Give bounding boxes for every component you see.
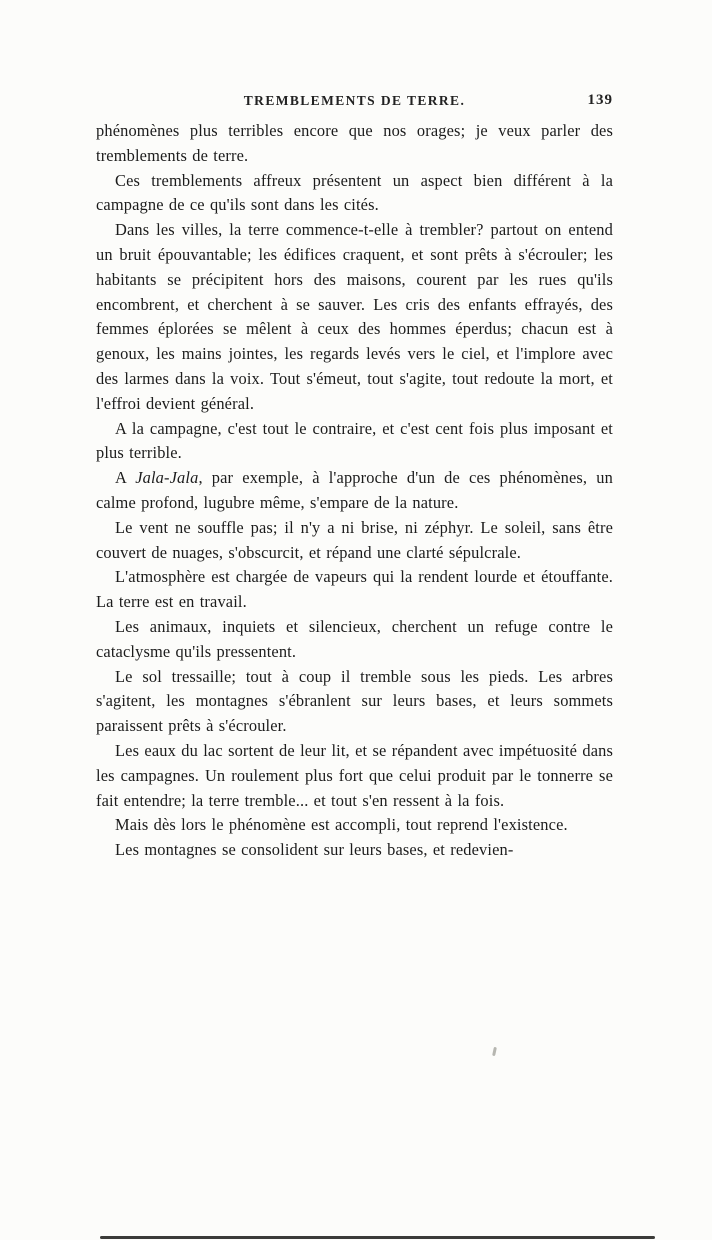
running-header-title: TREMBLEMENTS DE TERRE. [243,93,466,108]
paragraph-text: A [115,468,136,488]
place-name-italic: Jala-Jala [135,468,199,488]
paragraph: Les animaux, inquiets et silencieux, cherchent un refuge contre le cataclysme qu'ils pressentent. [96,616,613,661]
page-number: 139 [587,92,613,108]
paragraph: Les montagnes se consolident sur leurs bases, et redevien- [115,840,514,860]
paragraph: Dans les villes, la terre commence-t-elle à trembler? partout on entend un bruit épouvantable; les édifices craquent, et sont prêts à s'écrouler; les habitants se précipitent hors des maisons, courent par les rues qu'ils encombrent, et cherchent à se sauver. Les cris des enfants effrayés, des femmes éplorées se mêlent à ceux des hommes éperdus; chacun est à genoux, les mains jointes, les regards levés vers le ciel, et l'implore avec des larmes dans la voix. Tout s'émeut, tout s'agite, tout redoute la mort, et l'effroi devient général. [96,220,613,413]
paragraph: Le sol tressaille; tout à coup il tremble sous les pieds. Les arbres s'agitent, les montagnes s'ébranlent sur leurs bases, et leurs sommets paraissent prêts à s'écrouler. [96,666,613,736]
paragraph [96,466,613,516]
paragraph-text: , par exemple, à l'approche d'un de ces phénomènes, un calme profond, lugubre même, s'empare de la nature. [96,468,613,512]
scan-speck [492,1047,497,1056]
paragraph: phénomènes plus terribles encore que nos orages; je veux parler des tremblements de terre. [96,121,613,165]
paragraph: Ces tremblements affreux présentent un aspect bien différent à la campagne de ce qu'ils sont dans les cités. [96,170,613,215]
page-header [96,93,613,113]
paragraph: Mais dès lors le phénomène est accompli, tout reprend l'existence. [115,815,568,835]
paragraph: Les eaux du lac sortent de leur lit, et se répandent avec impétuosité dans les campagnes. Un roulement plus fort que celui produit par le tonnerre se fait entendre; la terre tremble... et tout s'en ressent à la fois. [96,740,613,810]
scan-edge-artifact [100,1236,655,1239]
page-body [96,119,613,863]
paragraph: L'atmosphère est chargée de vapeurs qui la rendent lourde et étouffante. La terre est en travail. [96,567,613,612]
paragraph: A la campagne, c'est tout le contraire, et c'est cent fois plus imposant et plus terrible. [96,418,613,463]
paragraph: Le vent ne souffle pas; il n'y a ni brise, ni zéphyr. Le soleil, sans être couvert de nuages, s'obscurcit, et répand une clarté sépulcrale. [96,517,613,562]
